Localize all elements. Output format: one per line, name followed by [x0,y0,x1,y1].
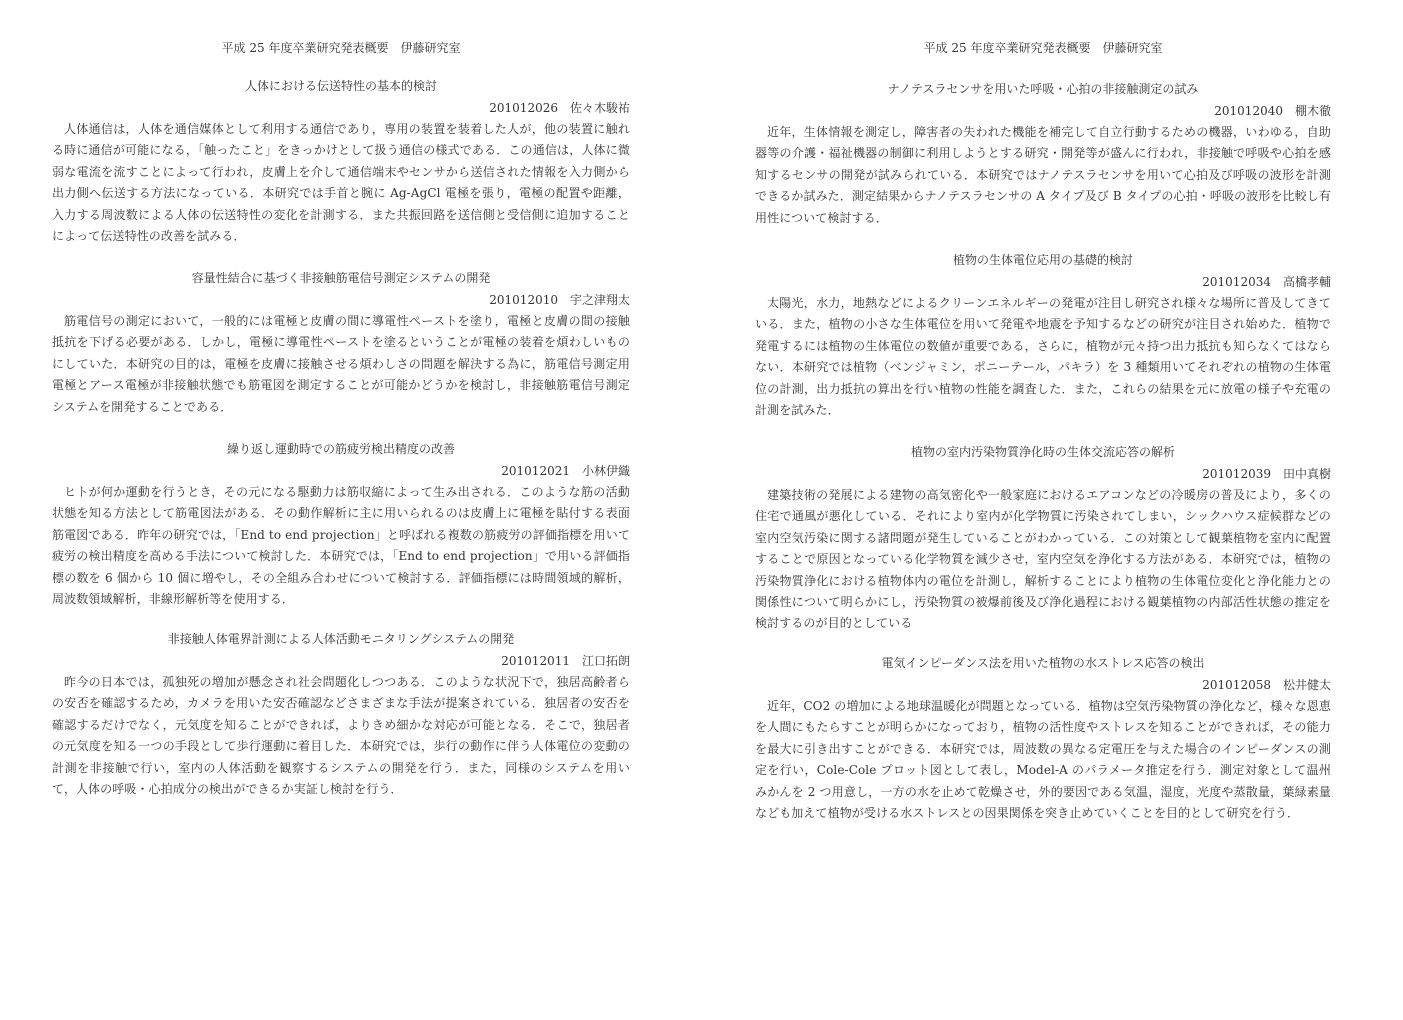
abstract-author [52,100,630,116]
author-name: 松井健太 [1282,678,1331,692]
abstract-author [52,292,630,308]
left-page [52,0,630,1020]
abstract-body: 人体通信は，人体を通信媒体として利用する通信であり，専用の装置を装着した人が，他の装置に触れる時に通信が可能になる，「触ったこと」をきっかけとして扱う通信の様式である．この通信は，人体に微弱な電流を流すことによって行われ，皮膚上を介して通信端末やセンサから送信された情報を入力側から出力側へ伝送する方法になっている．本研究では手首と腕に Ag-AgCl 電極を張り，電極の配置や距離，入力する周波数による人体の伝送特性の変化を計測する．また共振回路を送信側と受信側に追加することによって伝送特性の改善を試みる． [52,122,630,244]
student-id: 201012011 [501,654,570,668]
page-header: 平成 25 年度卒業研究発表概要 伊藤研究室 [221,41,461,55]
abstract-title: 人体における伝送特性の基本的検討 [244,79,437,93]
abstract-title: 繰り返し運動時での筋疲労検出精度の改善 [226,442,455,456]
abstract-author [755,274,1331,290]
abstract-body: ヒトが何か運動を行うとき，その元になる駆動力は筋収縮によって生み出される．このような筋の活動状態を知る方法として筋電図法がある．その動作解析に主に用いられるのは皮膚上に電極を貼付する表面筋電図である．昨年の研究では，「End to end projection」と呼ばれる複数の筋疲労の評価指標を用いて疲労の検出精度を高める手法について検討した．本研究では，「End to end projection」で用いる評価指標の数を 6 個から 10 個に増やし，その全組み合わせについて検討する．評価指標には時間領域的解析，周波数領域解析，非線形解析等を使用する． [52,485,630,607]
abstract-title: 容量性結合に基づく非接触筋電信号測定システムの開発 [191,271,491,285]
abstract-author [52,463,630,479]
abstract-section [755,81,1331,229]
abstract-body: 昨今の日本では，孤独死の増加が懸念され社会問題化しつつある．このような状況下で，独居高齢者らの安否を確認するため，カメラを用いた安否確認などさまざまな手法が提案されている．独居者の安否を確認するだけでなく，元気度を知ることができれば，よりきめ細かな対応が可能となる．そこで，独居者の元気度を知る一つの手段として歩行運動に着目した．本研究では，歩行の動作に伴う人体電位の変動の計測を非接触で行い，室内の人体活動を観察するシステムの開発を行う．また，同様のシステムを用いて，人体の呼吸・心拍成分の検出ができるか実証し検討を行う． [52,675,630,797]
abstract-section [755,252,1331,421]
student-id: 201012010 [489,293,558,307]
abstract-section [52,270,630,418]
author-name: 棚木徹 [1294,104,1331,118]
student-id: 201012040 [1214,104,1283,118]
abstract-body: 筋電信号の測定において，一般的には電極と皮膚の間に導電性ペーストを塗り，電極と皮膚の間の接触抵抗を下げる必要がある．しかし，電極に導電性ペーストを塗るということが電極の装着を煩わしいものにしていた．本研究の目的は，電極を皮膚に接触させる煩わしさの問題を解決する為に，筋電信号測定用電極とアース電極が非接触状態でも筋電図を測定することが可能かどうかを検討し，非接触筋電信号測定システムを開発することである． [52,314,630,414]
student-id: 201012026 [489,101,558,115]
author-name: 江口拓朗 [581,654,630,668]
student-id: 201012034 [1202,275,1271,289]
abstract-author [52,653,630,669]
student-id: 201012039 [1202,467,1271,481]
author-name: 佐々木駿祐 [569,101,630,115]
abstract-author [755,466,1331,482]
abstract-section [52,78,630,247]
abstract-section [52,631,630,800]
abstract-author [755,103,1331,119]
abstract-body: 近年，CO2 の増加による地球温暖化が問題となっている．植物は空気汚染物質の浄化など，様々な恩恵を人間にもたらすことが明らかになっており，植物の活性度やストレスを知ることができれば，その能力を最大に引き出すことができる．本研究では，周波数の異なる定電圧を与えた場合のインピーダンスの測定を行い，Cole-Cole プロット図として表し，Model-A のパラメータ推定を行う．測定対象として温州みかんを 2 つ用意し，一方の水を止めて乾燥させ，外的要因である気温，湿度，光度や蒸散量，葉緑素量なども加えて植物が受ける水ストレスとの因果関係を突き止めていくことを目的として研究を行う． [755,699,1331,821]
author-name: 田中真樹 [1282,467,1331,481]
author-name: 宇之津翔太 [569,293,630,307]
page-header: 平成 25 年度卒業研究発表概要 伊藤研究室 [923,41,1163,55]
student-id: 201012021 [501,464,570,478]
abstract-title: 植物の生体電位応用の基礎的検討 [952,253,1133,267]
abstract-author [755,677,1331,693]
abstract-body: 太陽光，水力，地熱などによるクリーンエネルギーの発電が注目し研究され様々な場所に普及してきている．また，植物の小さな生体電位を用いて発電や地震を予知するなどの研究が注目され始めた．植物で発電するには植物の生体電位の数値が重要である，さらに，植物が元々持つ出力抵抗も知らなくてはならない．本研究では植物（ベンジャミン，ポニーテール，パキラ）を 3 種類用いてそれぞれの植物の生体電位の計測，出力抵抗の算出を行い植物の性能を調査した．また，これらの結果を元に放電の様子や充電の計測を試みた． [755,296,1331,418]
abstract-section [52,441,630,610]
abstract-title: 電気インピーダンス法を用いた植物の水ストレス応答の検出 [881,656,1205,670]
right-page [755,0,1331,1020]
author-name: 小林伊織 [581,464,630,478]
abstract-section [755,655,1331,824]
student-id: 201012058 [1202,678,1271,692]
abstract-body: 建築技術の発展による建物の高気密化や一般家庭におけるエアコンなどの冷暖房の普及により，多くの住宅で通風が悪化している．それにより室内が化学物質に汚染されてしまい，シックハウス症候群などの室内空気汚染に関する諸問題が発生していることがわかっている．この対策として観葉植物を室内に配置することで原因となっている化学物質を減少させ，室内空気を浄化する方法がある．本研究では，植物の汚染物質浄化における植物体内の電位を計測し，解析することにより植物の生体電位変化と浄化能力との関係性について明らかにし，汚染物質の被爆前後及び浄化過程における観葉植物の内部活性状態の推定を検討するのが目的としている [755,488,1331,631]
abstract-body: 近年，生体情報を測定し，障害者の失われた機能を補完して自立行動するための機器，いわゆる，自助器等の介護・福祉機器の制御に利用しようとする研究・開発等が盛んに行われ，非接触で呼吸や心拍を感知するセンサの開発が試みられている．本研究ではナノテスラセンサを用いて心拍及び呼吸の波形を計測できるか試みた．測定結果からナノテスラセンサの A タイプ及び B タイプの心拍・呼吸の波形を比較し有用性について検討する． [755,125,1331,225]
abstract-section [755,444,1331,635]
abstract-title: 非接触人体電界計測による人体活動モニタリングシステムの開発 [167,632,515,646]
abstract-title: ナノテスラセンサを用いた呼吸・心拍の非接触測定の試み [887,82,1199,96]
abstract-title: 植物の室内汚染物質浄化時の生体交流応答の解析 [910,445,1175,459]
author-name: 高橋孝輔 [1282,275,1331,289]
